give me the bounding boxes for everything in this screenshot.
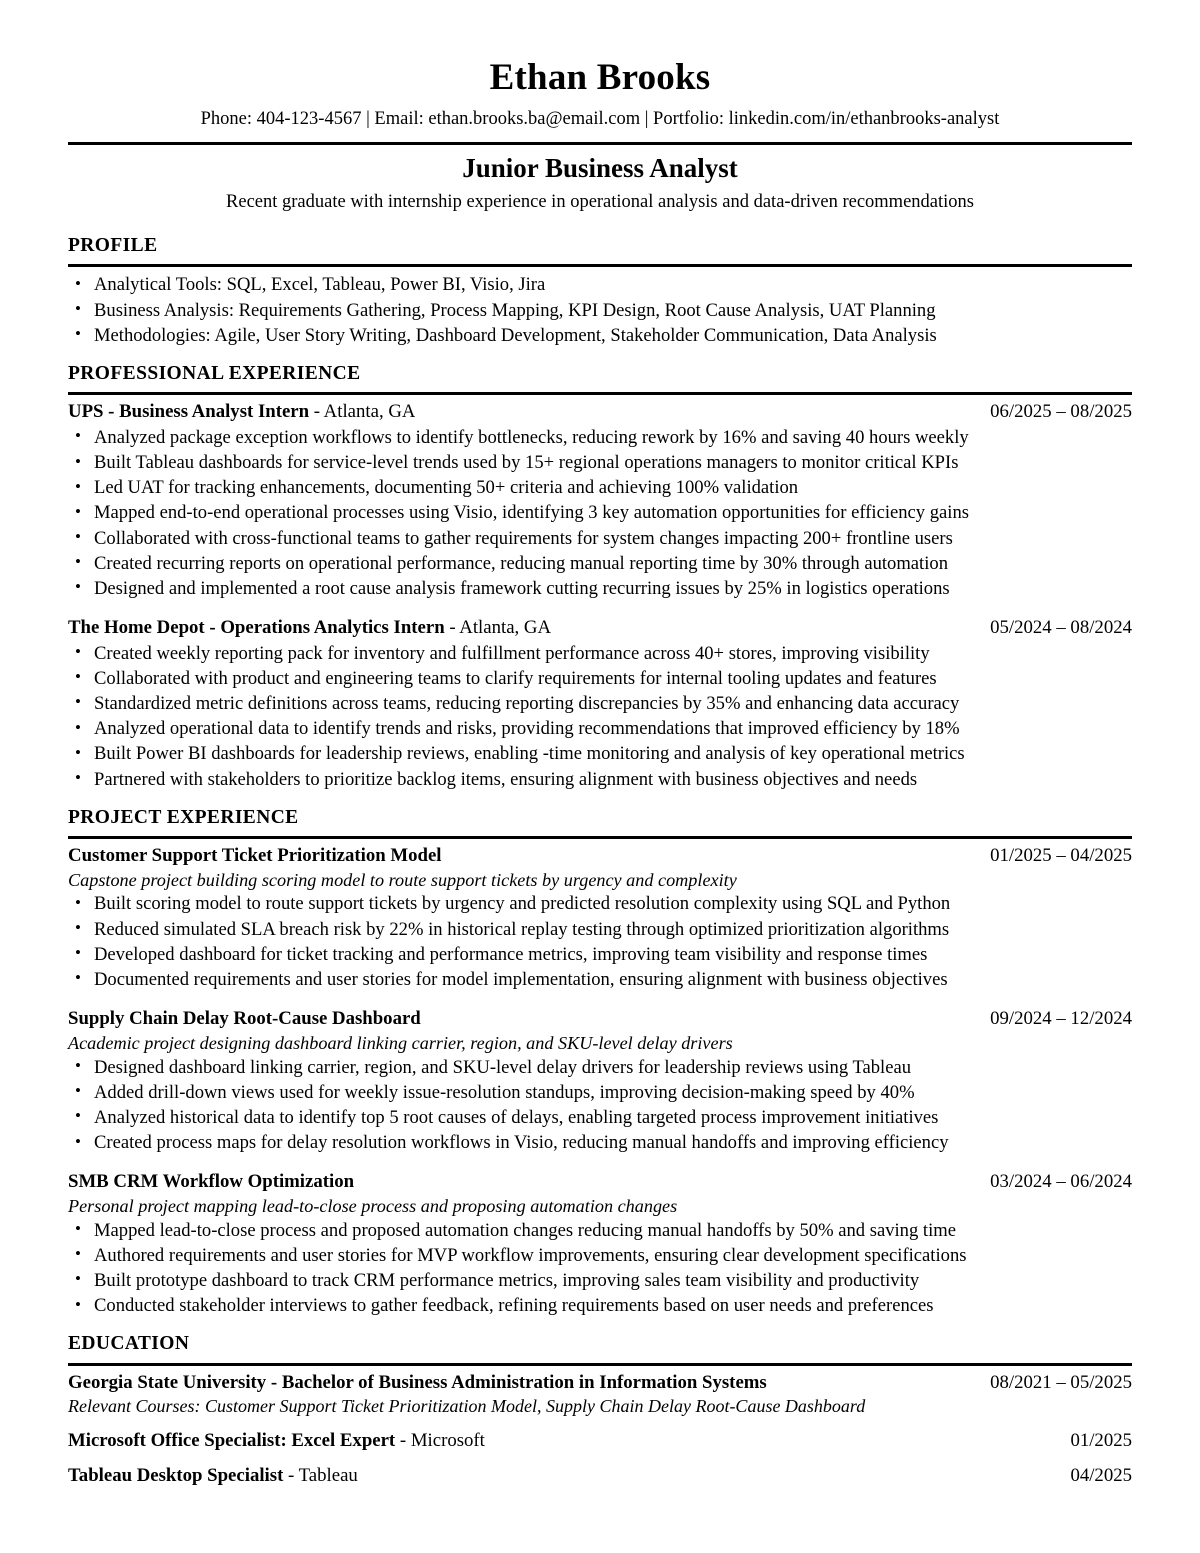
employer-role: The Home Depot - Operations Analytics Intern: [68, 617, 445, 639]
project-entry-header: [68, 1170, 1132, 1194]
list-item: • Conducted stakeholder interviews to gather feedback, refining requirements based on user needs and preferences: [68, 1293, 1132, 1318]
list-item: • Led UAT for tracking enhancements, documenting 50+ criteria and achieving 100% validation: [68, 475, 1132, 500]
resume-header: [68, 58, 1132, 214]
employer-role: UPS - Business Analyst Intern: [68, 401, 310, 423]
list-item: • Designed dashboard linking carrier, region, and SKU-level delay drivers for leadership reviews using Tableau: [68, 1055, 1132, 1080]
profile-bullet-list: [68, 272, 1132, 348]
list-item: • Analyzed historical data to identify top 5 root causes of delays, enabling targeted process improvement initiatives: [68, 1105, 1132, 1130]
list-item: • Collaborated with product and engineering teams to clarify requirements for internal tooling updates and features: [68, 666, 1132, 691]
list-item: • Built Power BI dashboards for leadership reviews, enabling -time monitoring and analysis of key operational metrics: [68, 741, 1132, 766]
section-divider-professional-experience: [68, 392, 1132, 395]
certification-issuer: - Microsoft: [395, 1429, 485, 1451]
project-entry-title: Supply Chain Delay Root-Cause Dashboard: [68, 1008, 421, 1030]
section-profile: [68, 234, 1132, 348]
section-professional-experience: [68, 362, 1132, 792]
section-heading-profile: PROFILE: [68, 235, 158, 257]
project-bullet-list: [68, 1055, 1132, 1156]
experience-bullet-list: [68, 641, 1132, 792]
education-entry-header: [68, 1371, 1132, 1395]
list-item: • Methodologies: Agile, User Story Writing, Dashboard Development, Stakeholder Communication, Data Analysis: [68, 323, 1132, 348]
project-entry: [68, 1007, 1132, 1155]
section-heading-project-experience: PROJECT EXPERIENCE: [68, 806, 299, 828]
certification-name: Tableau Desktop Specialist: [68, 1465, 284, 1487]
list-item: • Business Analysis: Requirements Gathering, Process Mapping, KPI Design, Root Cause Analysis, UAT Planning: [68, 298, 1132, 323]
certification-name: Microsoft Office Specialist: Excel Expert: [68, 1429, 396, 1451]
section-heading-professional-experience: PROFESSIONAL EXPERIENCE: [68, 363, 361, 385]
experience-entry: [68, 400, 1132, 601]
list-item: • Authored requirements and user stories for MVP workflow improvements, ensuring clear development specifications: [68, 1243, 1132, 1268]
list-item: • Documented requirements and user stories for model implementation, ensuring alignment with business objectives: [68, 967, 1132, 992]
list-item: • Added drill-down views used for weekly issue-resolution standups, improving decision-making speed by 40%: [68, 1080, 1132, 1105]
list-item: • Developed dashboard for ticket tracking and performance metrics, improving team visibility and response times: [68, 942, 1132, 967]
education-relevant-courses: Relevant Courses: Customer Support Ticket Prioritization Model, Supply Chain Delay Root-Cause Dashboard: [68, 1396, 866, 1417]
target-role-title: Junior Business Analyst: [462, 153, 738, 184]
project-entry-subtitle: Academic project designing dashboard linking carrier, region, and SKU-level delay drivers: [68, 1032, 733, 1053]
employer-location: - Atlanta, GA: [444, 617, 552, 639]
experience-entry-header: [68, 616, 1132, 640]
project-entry-header: [68, 844, 1132, 868]
list-item: • Built scoring model to route support tickets by urgency and predicted resolution complexity using SQL and Python: [68, 891, 1132, 916]
project-entry-title: Customer Support Ticket Prioritization Model: [68, 845, 442, 867]
certification-title: [68, 1464, 358, 1488]
project-entry-subtitle: Capstone project building scoring model to route support tickets by urgency and complexity: [68, 869, 737, 890]
list-item: • Built Tableau dashboards for service-level trends used by 15+ regional operations managers to monitor critical KPIs: [68, 450, 1132, 475]
education-entry: [68, 1371, 1132, 1418]
list-item: • Analyzed package exception workflows to identify bottlenecks, reducing rework by 16% and saving 40 hours weekly: [68, 425, 1132, 450]
role-summary: Recent graduate with internship experience in operational analysis and data-driven recommendations: [226, 191, 974, 212]
section-heading-education: EDUCATION: [68, 1333, 190, 1355]
experience-entry-dates: 06/2025 – 08/2025: [990, 401, 1132, 423]
certification-title: [68, 1429, 485, 1453]
list-item: • Analyzed operational data to identify trends and risks, providing recommendations that improved efficiency by 18%: [68, 716, 1132, 741]
section-divider-project-experience: [68, 836, 1132, 839]
candidate-name: Ethan Brooks: [489, 57, 711, 98]
project-entry-dates: 03/2024 – 06/2024: [990, 1171, 1132, 1193]
project-entry: [68, 844, 1132, 992]
list-item: • Created process maps for delay resolution workflows in Visio, reducing manual handoffs and improving efficiency: [68, 1130, 1132, 1155]
certification-date: 04/2025: [1070, 1465, 1132, 1487]
list-item: • Created recurring reports on operational performance, reducing manual reporting time by 30% through automation: [68, 551, 1132, 576]
section-divider-education: [68, 1363, 1132, 1366]
section-education: [68, 1332, 1132, 1488]
header-divider: [68, 142, 1132, 145]
certification-entry: [68, 1429, 1132, 1453]
certification-date: 01/2025: [1070, 1429, 1132, 1451]
contact-line: Phone: 404-123-4567 | Email: ethan.brooks.ba@email.com | Portfolio: linkedin.com/in/ethanbrooks-analyst: [200, 108, 1000, 129]
section-divider-profile: [68, 264, 1132, 267]
project-entry: [68, 1170, 1132, 1318]
list-item: • Analytical Tools: SQL, Excel, Tableau, Power BI, Visio, Jira: [68, 272, 1132, 297]
project-entry-dates: 09/2024 – 12/2024: [990, 1008, 1132, 1030]
experience-entry-header: [68, 400, 1132, 424]
list-item: • Collaborated with cross-functional teams to gather requirements for system changes impacting 200+ frontline users: [68, 526, 1132, 551]
certification-entry: [68, 1464, 1132, 1488]
education-degree-title: Georgia State University - Bachelor of Business Administration in Information Systems: [68, 1371, 767, 1393]
experience-entry: [68, 616, 1132, 792]
project-bullet-list: [68, 1218, 1132, 1319]
list-item: • Mapped lead-to-close process and proposed automation changes reducing manual handoffs by 50% and saving time: [68, 1218, 1132, 1243]
certification-entry-header: [68, 1429, 1132, 1453]
list-item: • Reduced simulated SLA breach risk by 22% in historical replay testing through optimized prioritization algorithms: [68, 917, 1132, 942]
project-bullet-list: [68, 891, 1132, 992]
list-item: • Designed and implemented a root cause analysis framework cutting recurring issues by 25% in logistics operations: [68, 576, 1132, 601]
list-item: • Built prototype dashboard to track CRM performance metrics, improving sales team visibility and productivity: [68, 1268, 1132, 1293]
section-project-experience: [68, 806, 1132, 1319]
employer-location: - Atlanta, GA: [309, 401, 416, 423]
project-entry-subtitle: Personal project mapping lead-to-close process and proposing automation changes: [68, 1195, 678, 1216]
list-item: • Standardized metric definitions across teams, reducing reporting discrepancies by 35% and enhancing data accuracy: [68, 691, 1132, 716]
experience-entry-title: [68, 616, 551, 640]
list-item: • Mapped end-to-end operational processes using Visio, identifying 3 key automation opportunities for efficiency gains: [68, 500, 1132, 525]
list-item: • Partnered with stakeholders to prioritize backlog items, ensuring alignment with business objectives and needs: [68, 767, 1132, 792]
project-entry-title: SMB CRM Workflow Optimization: [68, 1171, 355, 1193]
education-entry-dates: 08/2021 – 05/2025: [990, 1371, 1132, 1393]
list-item: • Created weekly reporting pack for inventory and fulfillment performance across 40+ stores, improving visibility: [68, 641, 1132, 666]
project-entry-header: [68, 1007, 1132, 1031]
experience-entry-dates: 05/2024 – 08/2024: [990, 617, 1132, 639]
project-entry-dates: 01/2025 – 04/2025: [990, 845, 1132, 867]
certification-issuer: - Tableau: [283, 1465, 358, 1487]
experience-bullet-list: [68, 425, 1132, 601]
certification-entry-header: [68, 1464, 1132, 1488]
experience-entry-title: [68, 400, 415, 424]
